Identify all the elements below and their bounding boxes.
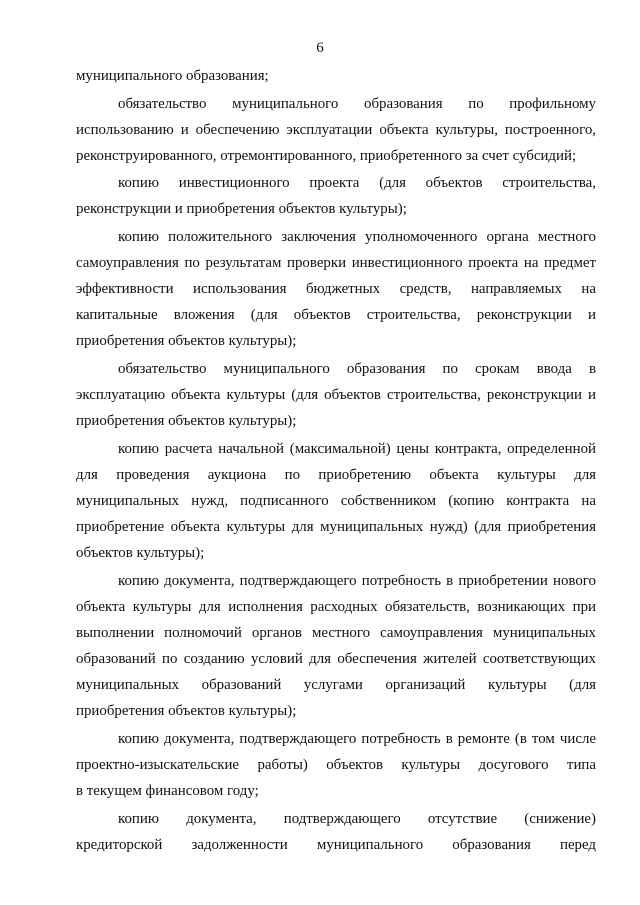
- text-line: выполнении полномочий органов местного самоуправления муниципальных: [76, 624, 596, 641]
- text-line: обязательство муниципального образования по профильному: [118, 95, 596, 112]
- text-line: копию инвестиционного проекта (для объектов строительства,: [118, 175, 596, 192]
- text-line: объектов культуры);: [76, 545, 205, 562]
- paragraph: [76, 356, 596, 434]
- text-line: копию положительного заключения уполномоченного органа местного: [118, 229, 596, 246]
- text-line: приобретения объектов культуры);: [76, 333, 297, 350]
- text-line: муниципального образования;: [76, 68, 269, 84]
- text-line: приобретения объектов культуры);: [76, 413, 297, 430]
- text-line: копию документа, подтверждающего потребность в ремонте (в том числе: [118, 730, 596, 747]
- paragraph: [76, 436, 596, 566]
- paragraph: [76, 91, 596, 169]
- text-line: для проведения аукциона по приобретению объекта культуры для: [76, 466, 596, 483]
- text-line: эксплуатацию объекта культуры (для объектов строительства, реконструкции и: [76, 387, 596, 404]
- paragraph: [76, 806, 596, 858]
- text-line: реконструированного, отремонтированного, приобретенного за счет субсидий;: [76, 147, 577, 164]
- text-line: эффективности использования бюджетных средств, направляемых на: [76, 281, 596, 298]
- paragraph: [76, 170, 596, 222]
- text-line: обязательство муниципального образования по срокам ввода в: [118, 361, 596, 378]
- text-line: приобретения объектов культуры);: [76, 703, 297, 720]
- text-line: в текущем финансовом году;: [76, 783, 259, 800]
- paragraph: [76, 63, 596, 89]
- text-line: объекта культуры для исполнения расходных обязательств, возникающих при: [76, 598, 596, 615]
- text-line: реконструкции и приобретения объектов культуры);: [76, 201, 407, 218]
- paragraph: [76, 568, 596, 725]
- text-line: проектно-изыскательские работы) объектов культуры досугового типа: [76, 756, 596, 773]
- text-line: кредиторской задолженности муниципального образования перед: [76, 836, 596, 853]
- text-line: муниципальных нужд, подписанного собственником (копию контракта на: [76, 493, 596, 509]
- text-line: копию документа, подтверждающего отсутствие (снижение): [118, 810, 596, 827]
- text-line: муниципальных образований услугами организаций культуры (для: [76, 677, 596, 694]
- text-line: капитальные вложения (для объектов строительства, реконструкции и: [76, 307, 596, 324]
- paragraph: [76, 224, 596, 354]
- text-line: самоуправления по результатам проверки инвестиционного проекта на предмет: [76, 255, 596, 272]
- text-line: образований по созданию условий для обеспечения жителей соответствующих: [76, 651, 596, 668]
- page-number: 6: [316, 40, 324, 56]
- document-body: [76, 63, 596, 858]
- text-line: приобретение объекта культуры для муниципальных нужд) (для приобретения: [76, 519, 596, 536]
- text-line: использованию и обеспечению эксплуатации объекта культуры, построенного,: [76, 121, 596, 138]
- text-line: копию документа, подтверждающего потребность в приобретении нового: [118, 572, 596, 589]
- paragraph: [76, 726, 596, 804]
- text-line: копию расчета начальной (максимальной) цены контракта, определенной: [118, 440, 596, 457]
